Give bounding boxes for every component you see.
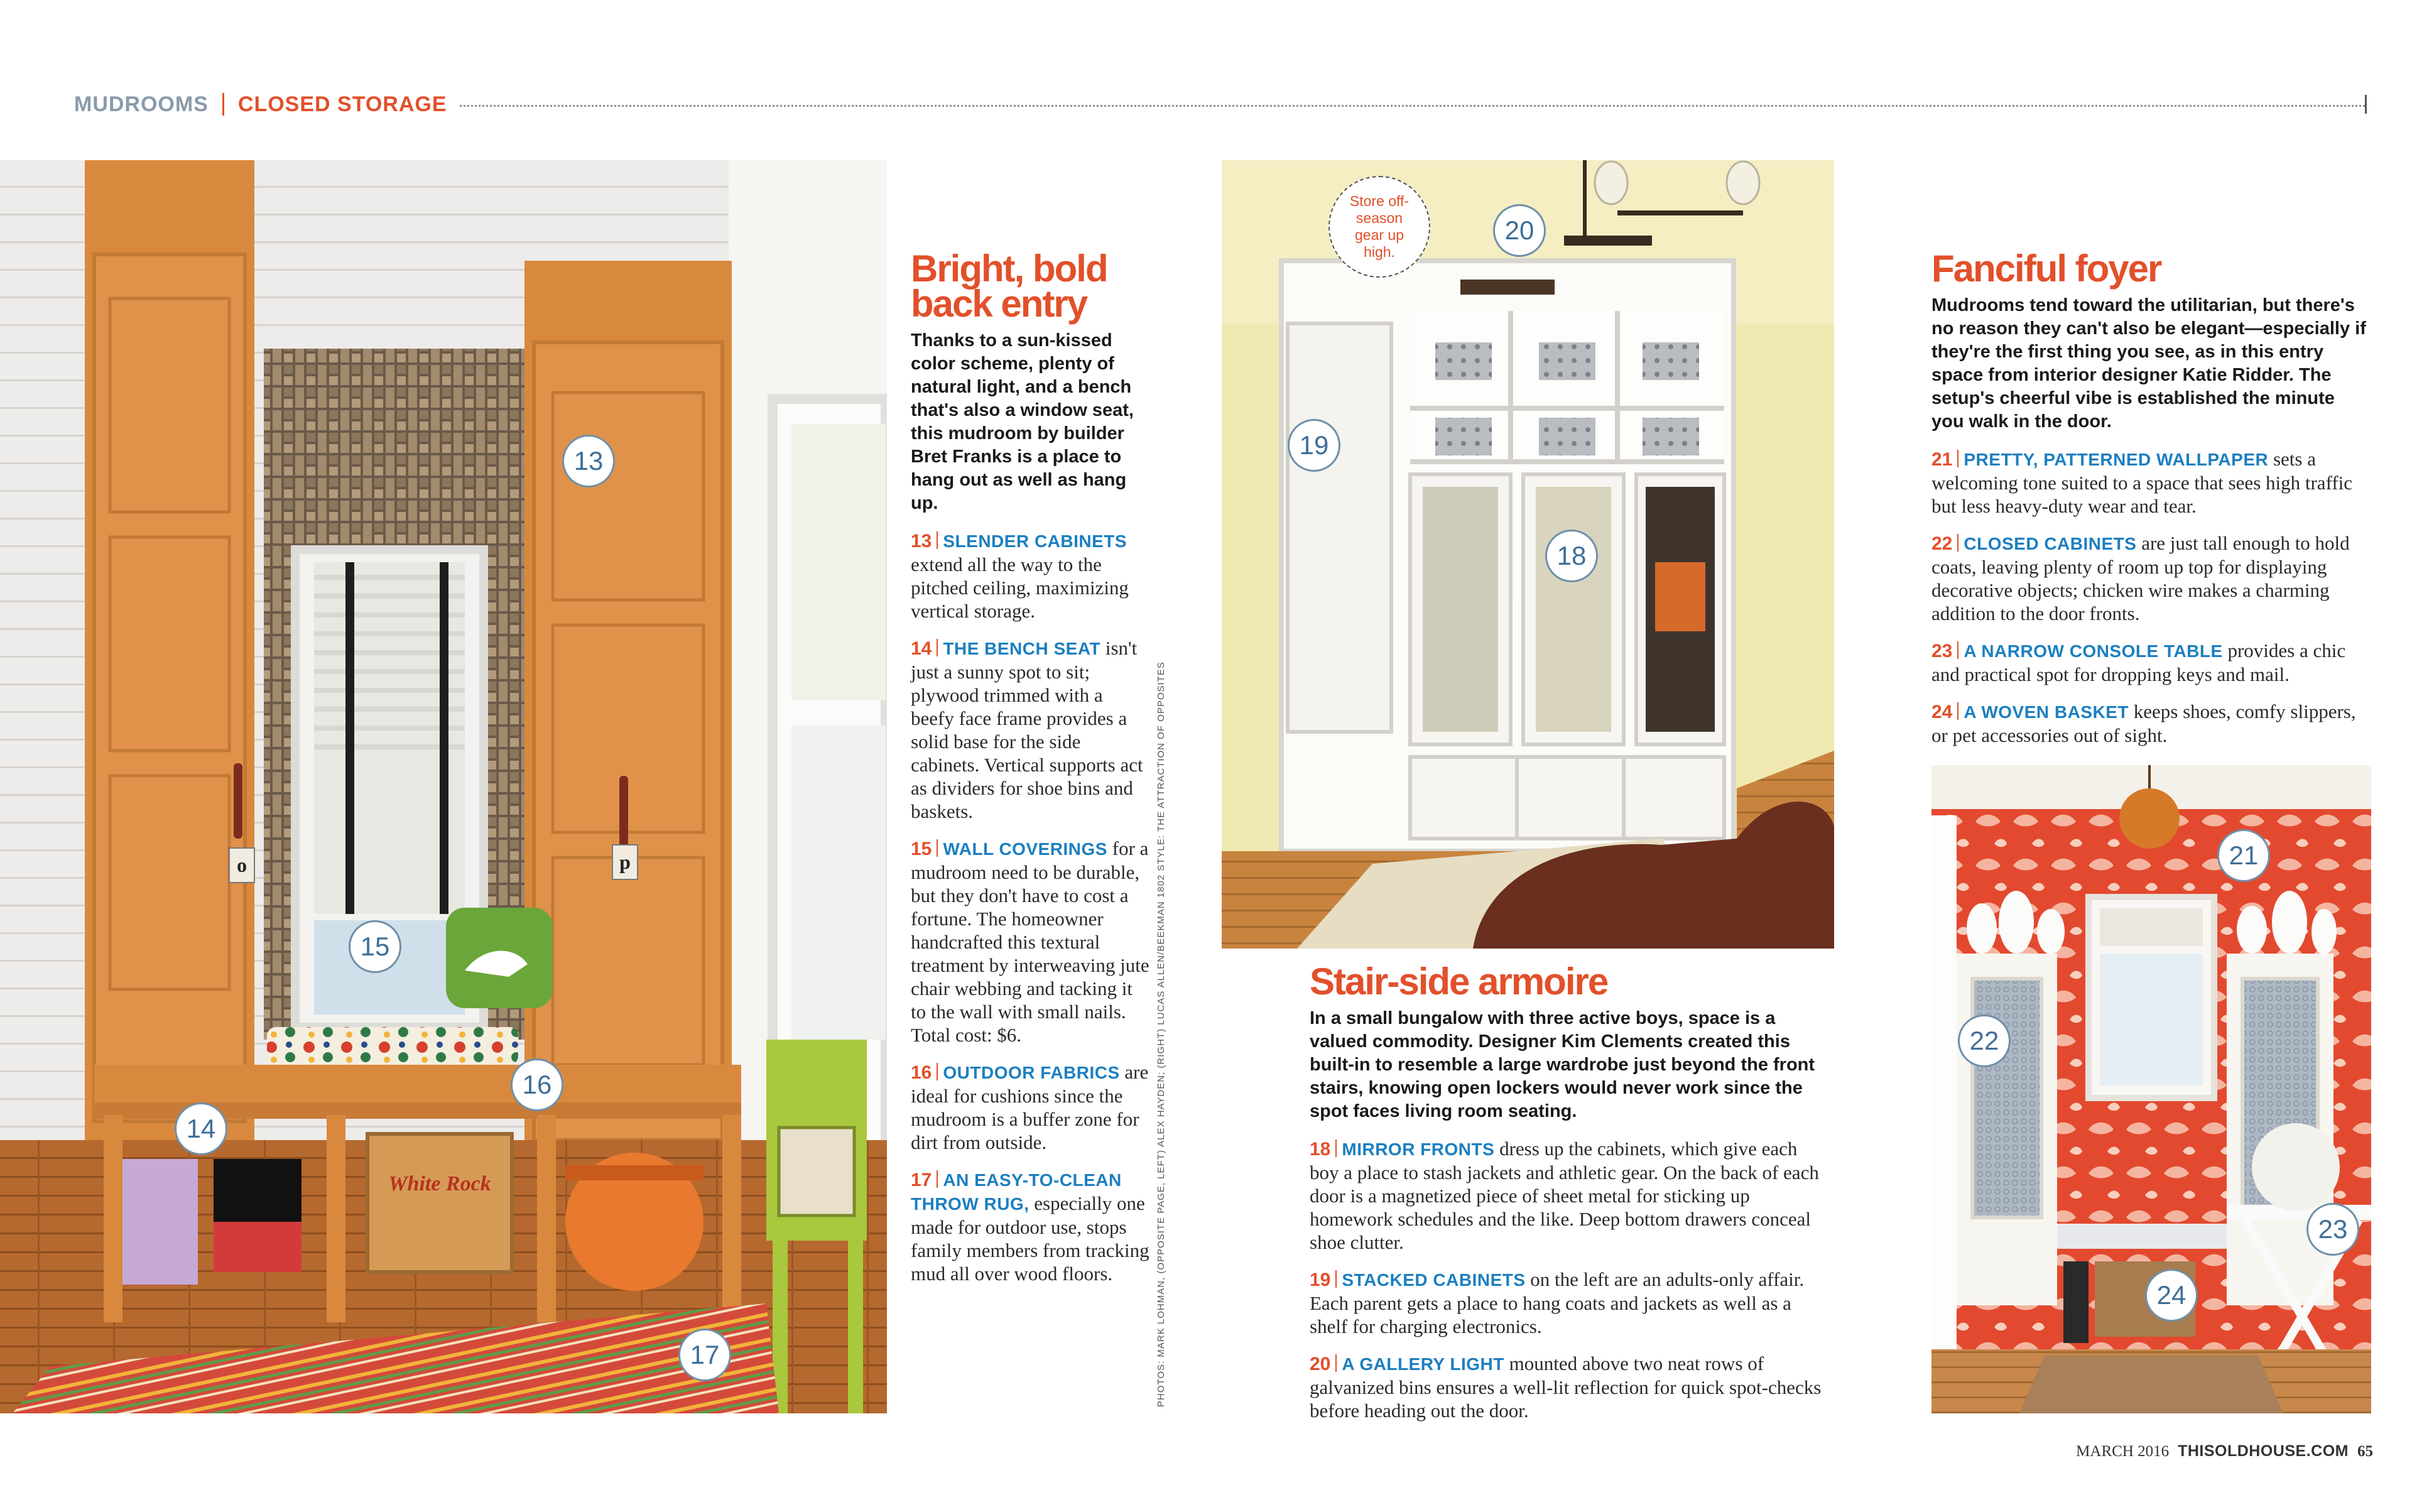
column-foyer bbox=[1931, 247, 2371, 747]
header-rule-end bbox=[2365, 95, 2367, 114]
photo-foyer bbox=[1931, 765, 2371, 1413]
tag-o-text: o bbox=[237, 854, 247, 876]
page-number: 65 bbox=[2357, 1443, 2373, 1460]
item-17: 17 AN EASY-TO-CLEAN THROW RUG, especially one made for outdoor use, stops family members from tracking mud all over wood floors. bbox=[911, 1170, 1149, 1285]
callout-16: 16 bbox=[511, 1058, 563, 1111]
photo-back-entry bbox=[0, 160, 887, 1413]
heading-foyer: Fanciful foyer bbox=[1931, 247, 2161, 290]
callout-13: 13 bbox=[562, 435, 615, 487]
item-13: 13 SLENDER CABINETS extend all the way to the pitched ceiling, maximizing vertical storage. bbox=[911, 531, 1129, 622]
section-header bbox=[74, 92, 2367, 117]
item-23: 23 A NARROW CONSOLE TABLE provides a chic and practical spot for dropping keys and mail. bbox=[1931, 639, 2346, 685]
storage-note-bubble bbox=[1328, 176, 1430, 278]
issue-date: MARCH 2016 bbox=[2076, 1443, 2170, 1460]
photo-armoire bbox=[1222, 160, 1834, 949]
item-21: 21 PRETTY, PATTERNED WALLPAPER sets a welcoming tone suited to a space that sees high traffic but less heavy-duty wear and tear. bbox=[1931, 448, 2353, 517]
item-19: 19 STACKED CABINETS on the left are an adults-only affair. Each parent gets a place to hang coats and jackets as well as a shelf for charging electronics. bbox=[1310, 1268, 1805, 1337]
item-16: 16 OUTDOOR FABRICS are ideal for cushions since the mudroom is a buffer zone for dirt from outside. bbox=[911, 1061, 1149, 1153]
foyer-illustration bbox=[1931, 765, 2371, 1413]
callout-14: 14 bbox=[175, 1102, 227, 1155]
dek-back-entry: Thanks to a sun-kissed color scheme, plenty of natural light, and a bench that's also a window seat, this mudroom by builder Bret Franks is a place to hang out as well as hang up. bbox=[911, 330, 1134, 513]
storage-note-text: Store off-season gear up high. bbox=[1349, 193, 1410, 260]
callout-20: 20 bbox=[1493, 204, 1546, 257]
heading-back-entry: Bright, bold back entry bbox=[911, 247, 1107, 325]
armoire-illustration bbox=[1222, 160, 1834, 949]
site-url: THISOLDHOUSE.COM bbox=[2178, 1442, 2349, 1460]
dek-foyer: Mudrooms tend toward the utilitarian, but there's no reason they can't also be elegant—especially if they're the first thing you see, as in this entry space from interior designer Katie Ridder. The setup's cheerful vibe is established the minute you walk in the door. bbox=[1931, 295, 2366, 432]
callout-21: 21 bbox=[2217, 829, 2270, 882]
photo-credit: PHOTOS: MARK LOHMAN, (OPPOSITE PAGE, LEFT) ALEX HAYDEN; (RIGHT) LUCAS ALLEN/BEEKMAN 1802 STYLE: THE ATTRACTION OF OPPOSITES bbox=[1156, 661, 1166, 1407]
item-20: 20 A GALLERY LIGHT mounted above two neat rows of galvanized bins ensures a well-lit reflection for quick spot-checks before heading out the door. bbox=[1310, 1352, 1822, 1422]
dek-armoire: In a small bungalow with three active boys, space is a valued commodity. Designer Kim Clements created this built-in to resemble a large wardrobe just beyond the front stairs, knowing open lockers would never work since the spot faces living room seating. bbox=[1310, 1008, 1815, 1121]
item-15: 15 WALL COVERINGS for a mudroom need to be durable, but they don't have to cost a fortune. The homeowner handcrafted this textural treatment by interweaving jute chair webbing and tacking it to the wall with small nails. Total cost: $6. bbox=[911, 837, 1149, 1046]
callout-19: 19 bbox=[1288, 419, 1340, 472]
item-14: 14 THE BENCH SEAT isn't just a sunny spot to sit; plywood trimmed with a beefy face frame provides a solid base for the side cabinets. Vertical supports act as dividers for shoe bins and baskets. bbox=[911, 637, 1143, 822]
crate-text: White Rock bbox=[388, 1172, 491, 1195]
tag-p-text: p bbox=[619, 851, 631, 873]
item-22: 22 CLOSED CABINETS are just tall enough to hold coats, leaving plenty of room up top for displaying decorative objects; chicken wire makes a charming addition to the door fronts. bbox=[1931, 532, 2350, 624]
callout-18: 18 bbox=[1545, 530, 1598, 582]
page-folio bbox=[2076, 1442, 2373, 1460]
column-back-entry bbox=[911, 247, 1149, 1285]
callout-15: 15 bbox=[349, 920, 401, 973]
callout-24: 24 bbox=[2145, 1269, 2198, 1322]
section-label: MUDROOMS bbox=[74, 92, 209, 116]
column-armoire bbox=[1310, 960, 1831, 1422]
back-entry-illustration bbox=[0, 160, 887, 1413]
header-divider bbox=[222, 93, 224, 116]
subsection-label: CLOSED STORAGE bbox=[237, 92, 447, 116]
callout-22: 22 bbox=[1958, 1014, 2011, 1067]
item-18: 18 MIRROR FRONTS dress up the cabinets, which give each boy a place to stash jackets and athletic gear. On the back of each door is a magnetized piece of sheet metal for sticking up homework schedules and the like. Deep bottom drawers conceal shoe clutter. bbox=[1310, 1138, 1819, 1253]
heading-armoire: Stair-side armoire bbox=[1310, 960, 1608, 1003]
callout-23: 23 bbox=[2306, 1203, 2359, 1256]
header-dotted-rule bbox=[460, 105, 2365, 107]
callout-17: 17 bbox=[678, 1329, 731, 1381]
item-24: 24 A WOVEN BASKET keeps shoes, comfy slippers, or pet accessories out of sight. bbox=[1931, 700, 2356, 746]
